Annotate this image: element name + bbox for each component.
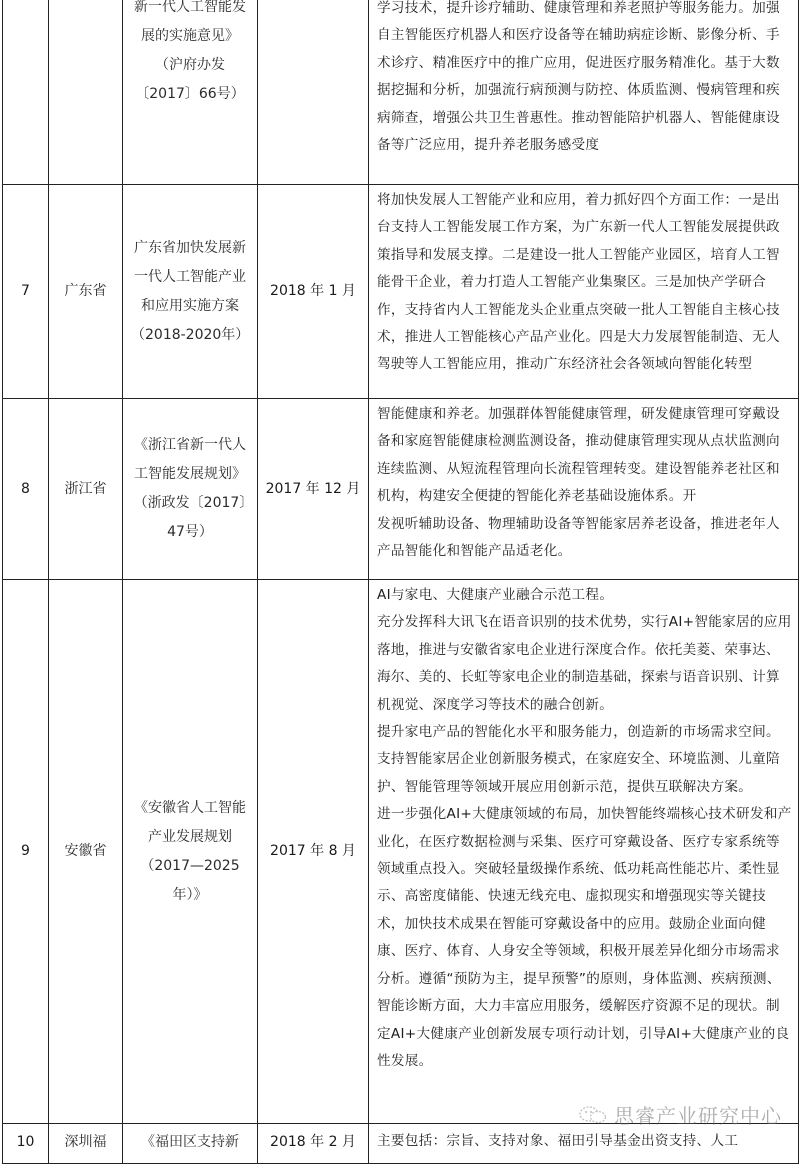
content-paragraph: 充分发挥科大讯飞在语音识别的技术优势，实行AI+智能家居的应用落地，推进与安徽省家电企业进行深度合作。依托美菱、荣事达、海尔、美的、长虹等家电企业的制造基础，探索与语音识别、计算机视觉、深度学习等技术的融合创新。 [377,614,792,713]
cell-content [369,185,799,399]
cell-date: 2018 年 2 月 [258,1124,369,1164]
cell-no: 7 [3,185,49,399]
table-row [3,1124,799,1164]
cell-date: 2017 年 8 月 [258,580,369,1124]
content-paragraph: 将加快发展人工智能产业和应用，着力抓好四个方面工作：一是出台支持人工智能发展工作方案，为广东新一代人工智能发展提供政策指导和发展支撑。二是建设一批人工智能产业园区，培育人工智能骨干企业，着力打造人工智能产业集聚区。三是加快产学研合作，支持省内人工智能龙头企业重点突破一批人工智能自主核心技术，推进人工智能核心产品产业化。四是大力发展智能制造、无人驾驶等人工智能应用，推动广东经济社会各领域向智能化转型 [377,192,780,373]
policy-table [2,0,799,1164]
table-row [3,580,799,1124]
watermark-text: 思睿产业研究中心 [614,1104,782,1128]
cell-content [369,0,799,185]
cell-no: 9 [3,580,49,1124]
cell-region: 浙江省 [49,399,123,580]
cell-content [369,580,799,1124]
content-paragraph: 主要包括：宗旨、支持对象、福田引导基金出资支持、人工 [377,1133,739,1149]
table-row [3,185,799,399]
content-paragraph: 提升家电产品的智能化水平和服务能力，创造新的市场需求空间。支持智能家居企业创新服务模式，在家庭安全、环境监测、儿童陪护、智能管理等领域开展应用创新示范，提供互联解决方案。 [377,724,780,795]
table-row [3,0,799,185]
cell-policy: 新一代人工智能发展的实施意见》（沪府办发〔2017〕66号） [123,0,258,185]
cell-region [49,0,123,185]
policy-table-container [2,0,798,1164]
cell-region: 广东省 [49,185,123,399]
content-paragraph: 智能健康和养老。加强群体智能健康管理，研发健康管理可穿戴设备和家庭智能健康检测监测设备，推动健康管理实现从点状监测向连续监测、从短流程管理向长流程管理转变。建设智能养老社区和机构，构建安全便捷的智能化养老基础设施体系。开 [377,406,780,505]
cell-no [3,0,49,185]
content-paragraph: 发视听辅助设备、物理辅助设备等智能家居养老设备，推进老年人产品智能化和智能产品适老化。 [377,515,780,560]
cell-date: 2017 年 12 月 [258,399,369,580]
cell-content [369,399,799,580]
cell-policy: 《安徽省人工智能产业发展规划（2017—2025年）》 [123,580,258,1124]
cell-policy: 广东省加快发展新一代人工智能产业和应用实施方案（2018-2020年） [123,185,258,399]
cell-no: 8 [3,399,49,580]
table-row [3,399,799,580]
cell-content [369,1124,799,1164]
cell-region: 安徽省 [49,580,123,1124]
cell-date [258,0,369,185]
cell-policy: 《福田区支持新 [123,1124,258,1164]
content-paragraph: 进一步强化AI+大健康领域的布局，加快智能终端核心技术研发和产业化，在医疗数据检测与采集、医疗可穿戴设备、医疗专家系统等领域重点投入。突破轻量级操作系统、低功耗高性能芯片、柔性显示、高密度储能、快速无线充电、虚拟现实和增强现实等关键技术，加快技术成果在智能可穿戴设备中的应用。鼓励企业面向健康、医疗、体育、人身安全等领域，积极开展差异化细分市场需求分析。遵循“预防为主，提早预警”的原则，身体监测、疾病预测、智能诊断方面，大力丰富应用服务，缓解医疗资源不足的现状。制定AI+大健康产业创新发展专项行动计划，引导AI+大健康产业的良性发展。 [377,806,792,1069]
content-paragraph: 学习技术，提升诊疗辅助、健康管理和养老照护等服务能力。加强自主智能医疗机器人和医疗设备等在辅助病症诊断、影像分析、手术诊疗、精准医疗中的推广应用，促进医疗服务精准化。基于大数据挖掘和分析，加强流行病预测与防控、体质监测、慢病管理和疾病筛查，增强公共卫生普惠性。推动智能陪护机器人、智能健康设备等广泛应用，提升养老服务感受度 [377,0,780,154]
content-paragraph: AI与家电、大健康产业融合示范工程。 [377,587,614,603]
cell-policy: 《浙江省新一代人工智能发展规划》（浙政发〔2017〕47号） [123,399,258,580]
cell-region: 深圳福 [49,1124,123,1164]
cell-date: 2018 年 1 月 [258,185,369,399]
cell-no: 10 [3,1124,49,1164]
